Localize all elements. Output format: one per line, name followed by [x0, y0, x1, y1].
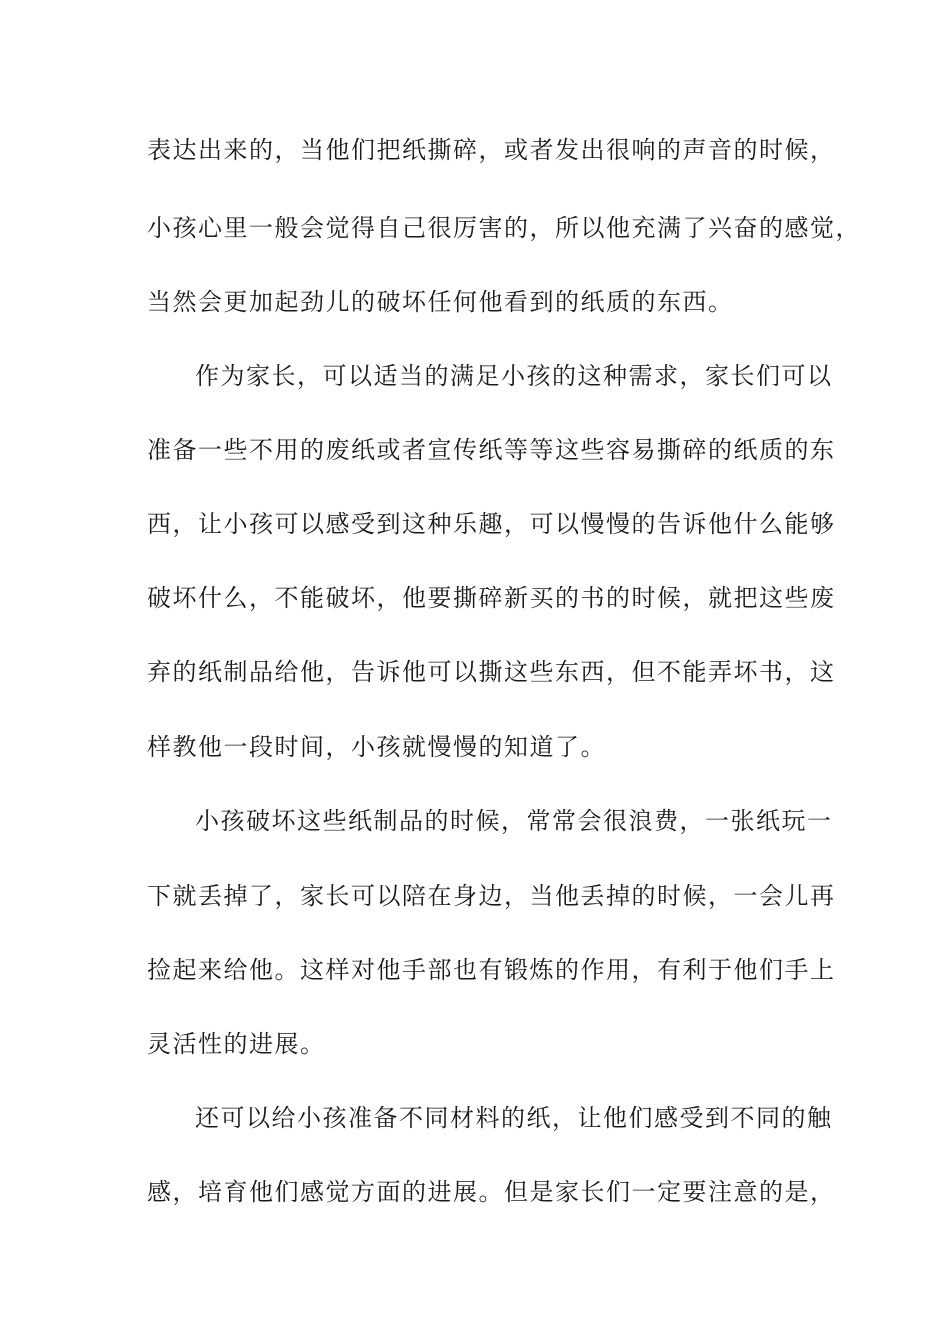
paragraph-start-line: 还可以给小孩准备不同材料的纸，让他们感受到不同的触 — [195, 1104, 833, 1132]
text-line: 弃的纸制品给他，告诉他可以撕这些东西，但不能弄坏书，这 — [147, 658, 836, 686]
text-line: 灵活性的进展。 — [147, 1030, 326, 1058]
text-line: 破坏什么，不能破坏，他要撕碎新买的书的时候，就把这些废 — [147, 584, 836, 612]
text-line: 捡起来给他。这样对他手部也有锻炼的作用，有利于他们手上 — [147, 956, 836, 984]
text-line: 表达出来的，当他们把纸撕碎，或者发出很响的声音的时候， — [147, 136, 836, 164]
text-line: 样教他一段时间，小孩就慢慢的知道了。 — [147, 733, 606, 761]
text-line: 西，让小孩可以感受到这种乐趣，可以慢慢的告诉他什么能够 — [147, 510, 836, 538]
paragraph-start-line: 小孩破坏这些纸制品的时候，常常会很浪费，一张纸玩一 — [195, 807, 833, 835]
text-line: 感，培育他们感觉方面的进展。但是家长们一定要注意的是， — [147, 1178, 836, 1206]
text-line: 小孩心里一般会觉得自己很厉害的，所以他充满了兴奋的感觉， — [147, 214, 861, 242]
paragraph-start-line: 作为家长，可以适当的满足小孩的这种需求，家长们可以 — [195, 362, 833, 390]
text-line: 准备一些不用的废纸或者宣传纸等等这些容易撕碎的纸质的东 — [147, 436, 836, 464]
text-line: 当然会更加起劲儿的破坏任何他看到的纸质的东西。 — [147, 288, 734, 316]
text-line: 下就丢掉了，家长可以陪在身边，当他丢掉的时候，一会儿再 — [147, 882, 836, 910]
